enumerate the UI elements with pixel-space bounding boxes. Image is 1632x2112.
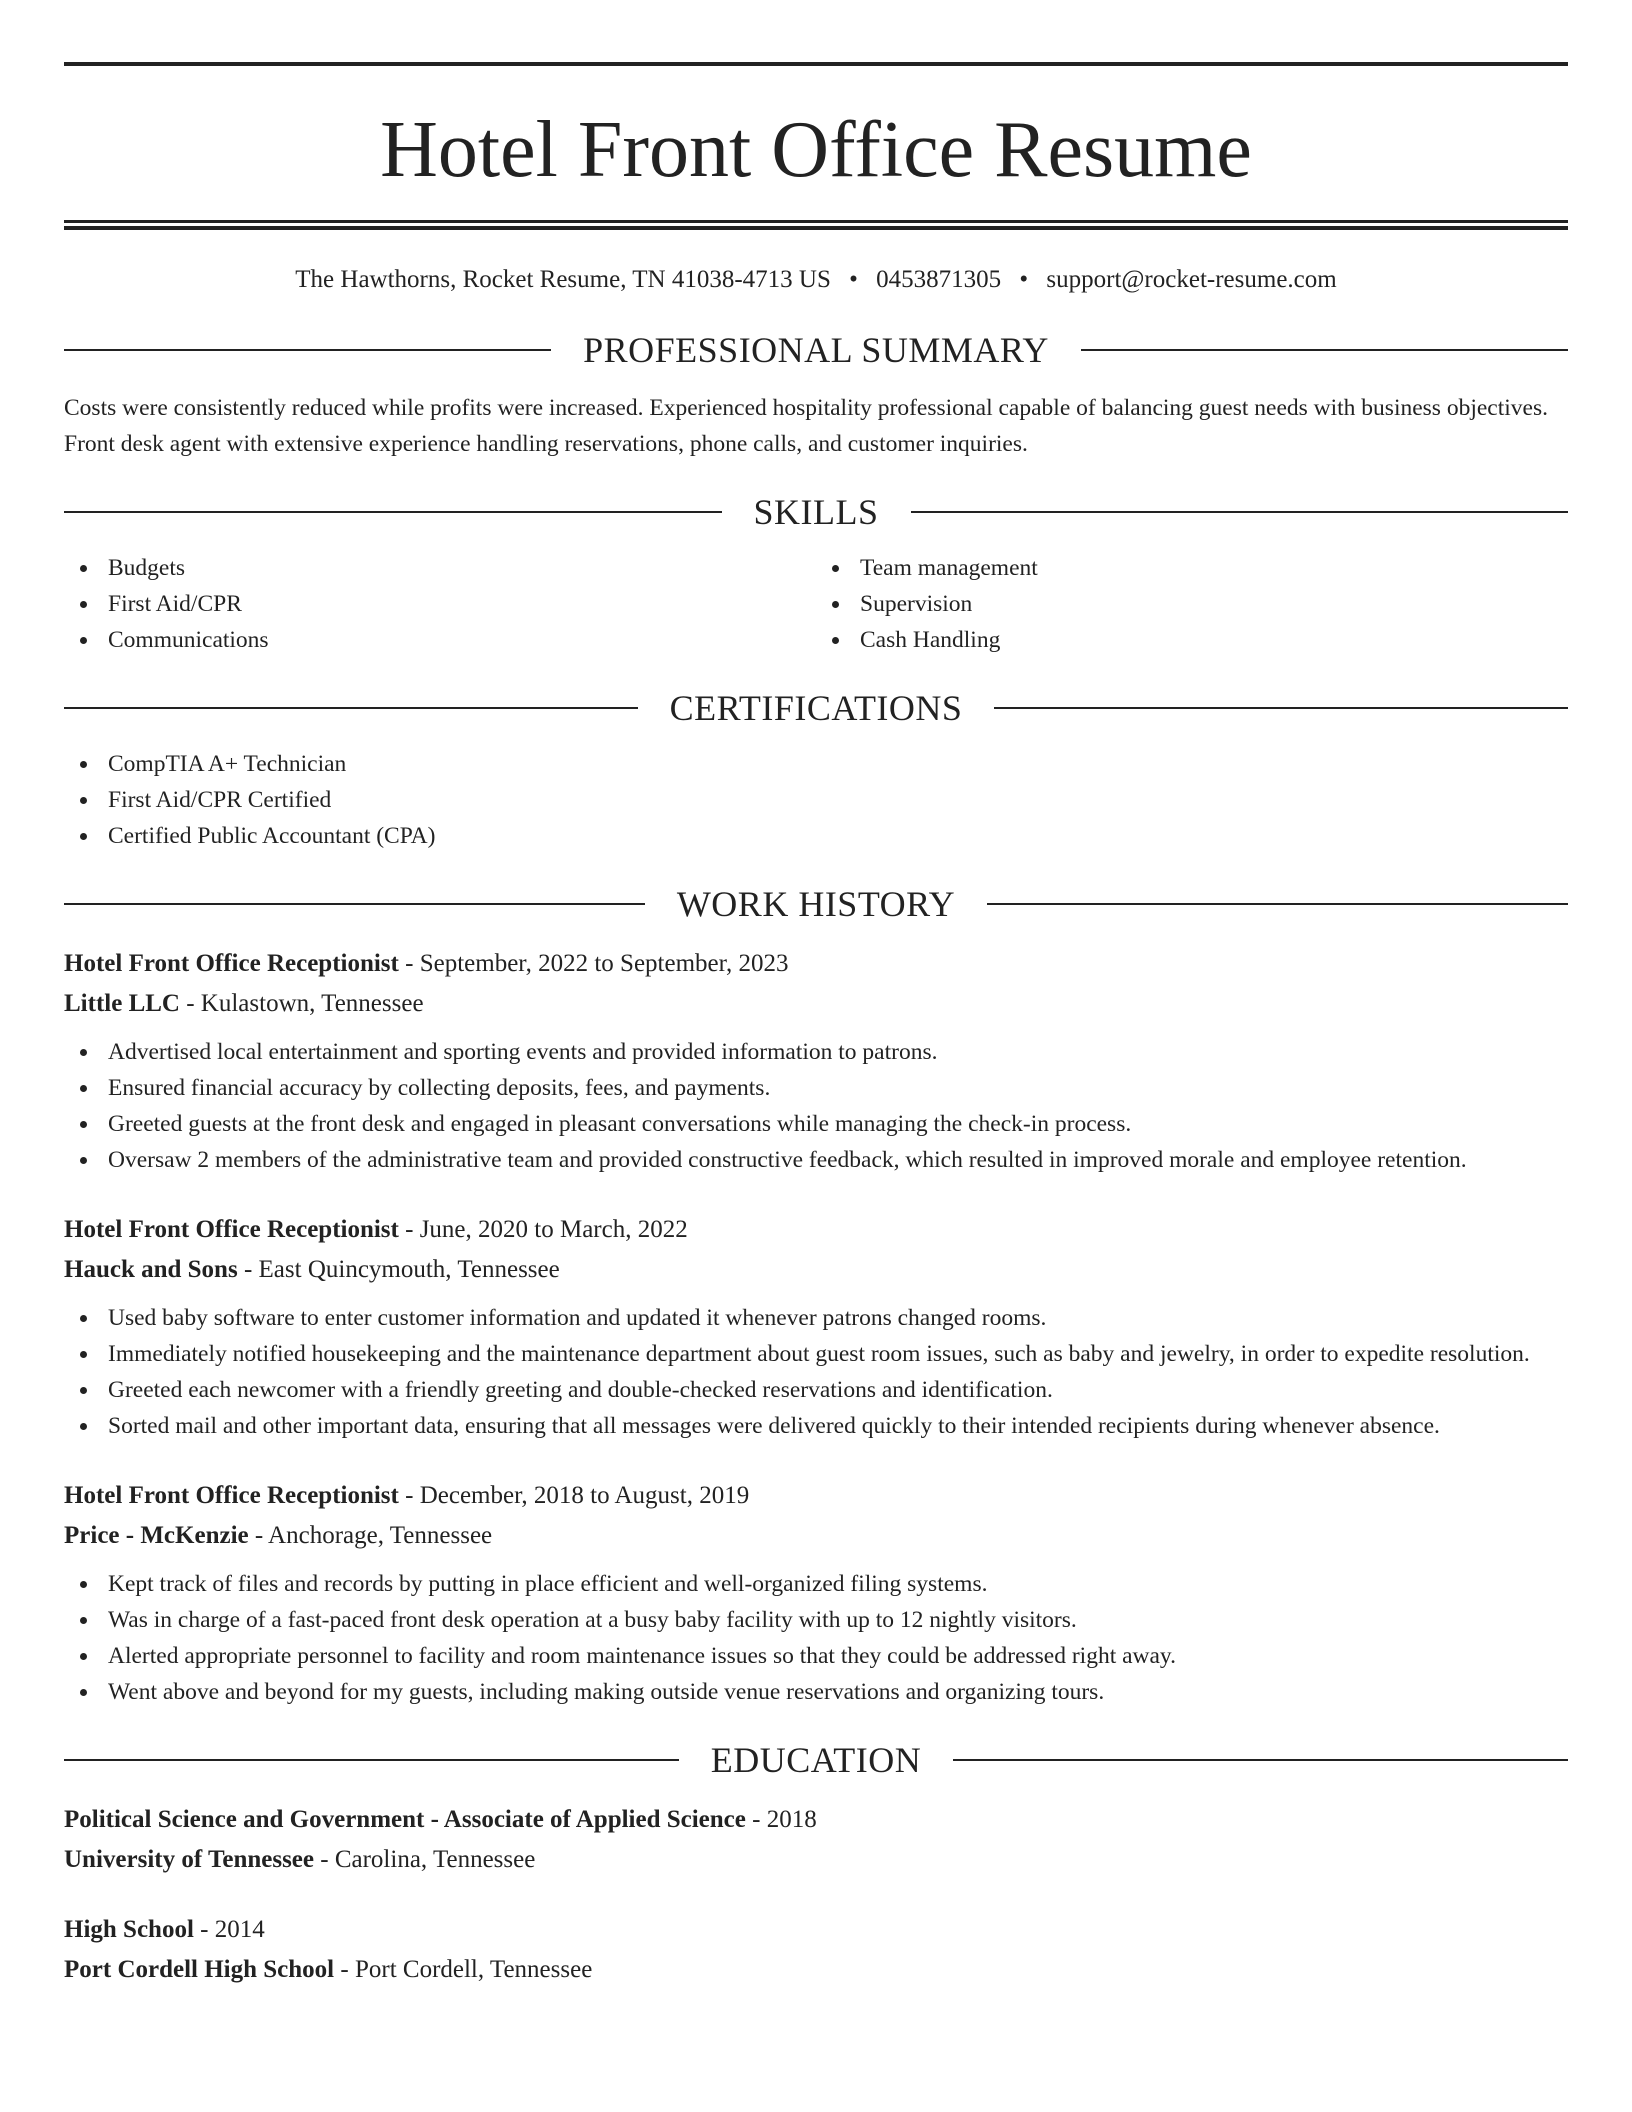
job-company-line xyxy=(64,984,1568,1024)
job-title-line xyxy=(64,1210,1568,1250)
job-bullet: Immediately notified housekeeping and the maintenance department about guest room issues, such as baby and jewelry, in order to expedite resolution. xyxy=(64,1336,1568,1372)
contact-address: The Hawthorns, Rocket Resume, TN 41038-4713 US xyxy=(295,266,831,293)
section-header-skills xyxy=(64,490,1568,534)
skill-item: Cash Handling xyxy=(816,622,1568,658)
education-degree-line xyxy=(64,1910,1568,1950)
job-bullets xyxy=(64,1034,1568,1178)
section-rule xyxy=(64,903,645,905)
title-double-rule xyxy=(64,220,1568,230)
certification-item: First Aid/CPR Certified xyxy=(64,782,1568,818)
skill-item: First Aid/CPR xyxy=(64,586,816,622)
job-bullet: Sorted mail and other important data, ensuring that all messages were delivered quickly to their intended recipients during whenever absence. xyxy=(64,1408,1568,1444)
contact-separator: • xyxy=(1019,266,1029,293)
job-dates: - September, 2022 to September, 2023 xyxy=(398,950,789,977)
contact-line xyxy=(64,260,1568,300)
job-company: Price - McKenzie xyxy=(64,1522,249,1549)
contact-email: support@rocket-resume.com xyxy=(1046,266,1337,293)
job-dates: - December, 2018 to August, 2019 xyxy=(398,1482,750,1509)
job-company-line xyxy=(64,1516,1568,1556)
contact-separator: • xyxy=(849,266,858,293)
education-degree-line xyxy=(64,1800,1568,1840)
job-bullet: Advertised local entertainment and sporting events and provided information to patrons. xyxy=(64,1034,1568,1070)
section-rule xyxy=(1081,349,1568,351)
section-rule xyxy=(994,707,1568,709)
education-entry xyxy=(64,1910,1568,1990)
section-rule xyxy=(64,349,551,351)
job-bullet: Went above and beyond for my guests, including making outside venue reservations and organizing tours. xyxy=(64,1674,1568,1710)
section-header-work-history xyxy=(64,882,1568,926)
job-bullet: Oversaw 2 members of the administrative team and provided constructive feedback, which resulted in improved morale and employee retention. xyxy=(64,1142,1568,1178)
job-bullet: Greeted each newcomer with a friendly greeting and double-checked reservations and identification. xyxy=(64,1372,1568,1408)
job-title: Hotel Front Office Receptionist xyxy=(64,1216,399,1243)
education-school-line xyxy=(64,1950,1568,1990)
job-title: Hotel Front Office Receptionist xyxy=(64,950,399,977)
certification-item: Certified Public Accountant (CPA) xyxy=(64,818,1568,854)
section-title: SKILLS xyxy=(753,492,879,532)
summary-text: Costs were consistently reduced while profits were increased. Experienced hospitality professional capable of balancing guest needs with business objectives. Front desk agent with extensive experience handling reservations, phone calls, and customer inquiries. xyxy=(64,395,1548,457)
job-bullet: Used baby software to enter customer information and updated it whenever patrons changed rooms. xyxy=(64,1300,1568,1336)
education-school: Port Cordell High School xyxy=(64,1956,335,1983)
certification-item: CompTIA A+ Technician xyxy=(64,746,1568,782)
skills-list-right xyxy=(816,550,1568,658)
education-school-line xyxy=(64,1840,1568,1880)
job-entry xyxy=(64,1476,1568,1710)
job-company-line xyxy=(64,1250,1568,1290)
resume-title: Hotel Front Office Resume xyxy=(380,106,1252,194)
education-degree: High School xyxy=(64,1916,194,1943)
contact-phone: 0453871305 xyxy=(876,266,1002,293)
education-entry xyxy=(64,1800,1568,1880)
job-bullets xyxy=(64,1300,1568,1444)
job-bullet: Alerted appropriate personnel to facility and room maintenance issues so that they could be addressed right away. xyxy=(64,1638,1568,1674)
section-header-certifications xyxy=(64,686,1568,730)
job-location: - Anchorage, Tennessee xyxy=(248,1522,493,1549)
job-location: - East Quincymouth, Tennessee xyxy=(237,1256,560,1283)
skill-item: Communications xyxy=(64,622,816,658)
job-location: - Kulastown, Tennessee xyxy=(179,990,424,1017)
section-rule xyxy=(64,707,638,709)
education-year: - 2018 xyxy=(745,1806,817,1833)
job-bullets xyxy=(64,1566,1568,1710)
section-rule xyxy=(64,511,722,513)
section-rule xyxy=(953,1759,1568,1761)
section-header-summary xyxy=(64,328,1568,372)
job-bullet: Greeted guests at the front desk and engaged in pleasant conversations while managing the check-in process. xyxy=(64,1106,1568,1142)
job-title-line xyxy=(64,944,1568,984)
section-title: CERTIFICATIONS xyxy=(669,688,963,728)
job-entry xyxy=(64,944,1568,1178)
job-company: Little LLC xyxy=(64,990,180,1017)
education-school: University of Tennessee xyxy=(64,1846,314,1873)
job-entry xyxy=(64,1210,1568,1444)
resume-page xyxy=(64,62,1568,1990)
skills-columns xyxy=(64,550,1568,658)
section-header-education xyxy=(64,1738,1568,1782)
job-title-line xyxy=(64,1476,1568,1516)
job-company: Hauck and Sons xyxy=(64,1256,238,1283)
skills-list-left xyxy=(64,550,816,658)
section-rule xyxy=(987,903,1568,905)
section-rule xyxy=(64,1759,679,1761)
education-year: - 2014 xyxy=(193,1916,265,1943)
education-degree: Political Science and Government - Associate of Applied Science xyxy=(64,1806,746,1833)
education-location: - Carolina, Tennessee xyxy=(314,1846,536,1873)
education-location: - Port Cordell, Tennessee xyxy=(334,1956,593,1983)
skill-item: Team management xyxy=(816,550,1568,586)
section-title: EDUCATION xyxy=(710,1740,922,1780)
job-title: Hotel Front Office Receptionist xyxy=(64,1482,399,1509)
section-rule xyxy=(911,511,1569,513)
skill-item: Budgets xyxy=(64,550,816,586)
section-title: PROFESSIONAL SUMMARY xyxy=(583,330,1049,370)
section-title: WORK HISTORY xyxy=(676,884,956,924)
top-rule xyxy=(64,62,1568,66)
job-bullet: Ensured financial accuracy by collecting deposits, fees, and payments. xyxy=(64,1070,1568,1106)
job-bullet: Was in charge of a fast-paced front desk operation at a busy baby facility with up to 12 nightly visitors. xyxy=(64,1602,1568,1638)
job-dates: - June, 2020 to March, 2022 xyxy=(398,1216,688,1243)
certifications-list xyxy=(64,746,1568,854)
skill-item: Supervision xyxy=(816,586,1568,622)
job-bullet: Kept track of files and records by putting in place efficient and well-organized filing systems. xyxy=(64,1566,1568,1602)
